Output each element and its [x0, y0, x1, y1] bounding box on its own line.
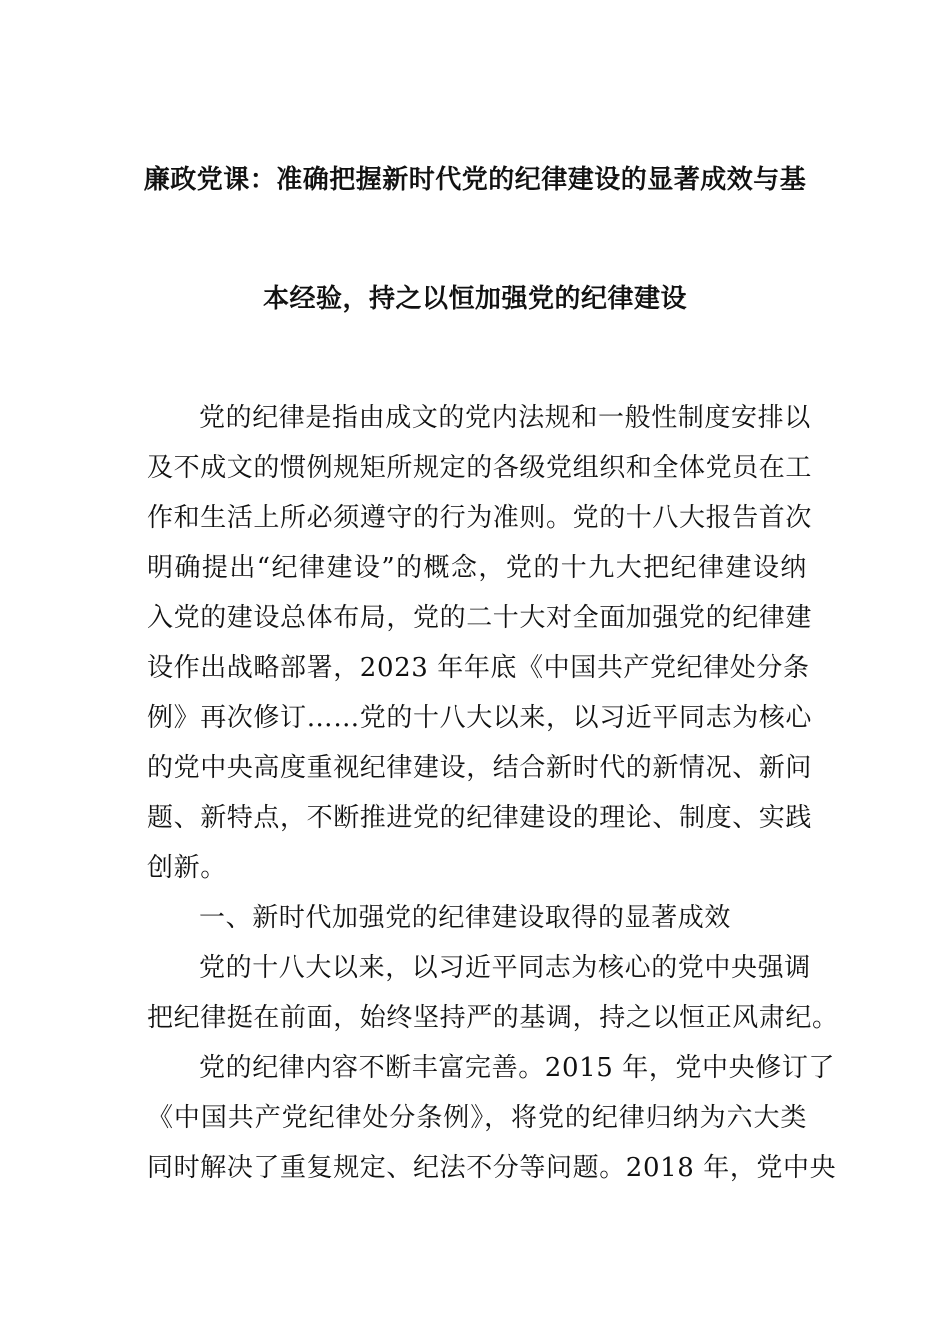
body-line: 党的纪律内容不断丰富完善。2015 年，党中央修订了 [199, 1053, 836, 1083]
body-line: 入党的建设总体布局，党的二十大对全面加强党的纪律建 [147, 603, 813, 633]
document-title-line-1: 廉政党课：准确把握新时代党的纪律建设的显著成效与基 [143, 165, 807, 195]
body-line: 把纪律挺在前面，始终坚持严的基调，持之以恒正风肃纪。 [147, 1003, 839, 1033]
body-line: 例》再次修订……党的十八大以来，以习近平同志为核心 [147, 703, 813, 733]
body-line: 《中国共产党纪律处分条例》，将党的纪律归纳为六大类 [147, 1103, 807, 1133]
body-line: 党的纪律是指由成文的党内法规和一般性制度安排以 [199, 403, 811, 433]
body-line: 创新。 [147, 853, 227, 883]
body-line: 及不成文的惯例规矩所规定的各级党组织和全体党员在工 [147, 453, 813, 483]
body-line: 明确提出“纪律建设”的概念，党的十九大把纪律建设纳 [147, 553, 807, 583]
body-line: 同时解决了重复规定、纪法不分等问题。2018 年，党中央 [147, 1153, 837, 1183]
body-line: 党的十八大以来，以习近平同志为核心的党中央强调 [199, 953, 811, 983]
body-line: 作和生活上所必须遵守的行为准则。党的十八大报告首次 [147, 503, 813, 533]
body-line: 的党中央高度重视纪律建设，结合新时代的新情况、新问 [147, 753, 813, 783]
body-line: 题、新特点，不断推进党的纪律建设的理论、制度、实践 [147, 803, 813, 833]
section-heading: 一、新时代加强党的纪律建设取得的显著成效 [199, 903, 732, 933]
body-line: 设作出战略部署，2023 年年底《中国共产党纪律处分条 [147, 653, 810, 683]
document-title-line-2: 本经验，持之以恒加强党的纪律建设 [262, 284, 687, 314]
document-body [147, 393, 839, 1193]
